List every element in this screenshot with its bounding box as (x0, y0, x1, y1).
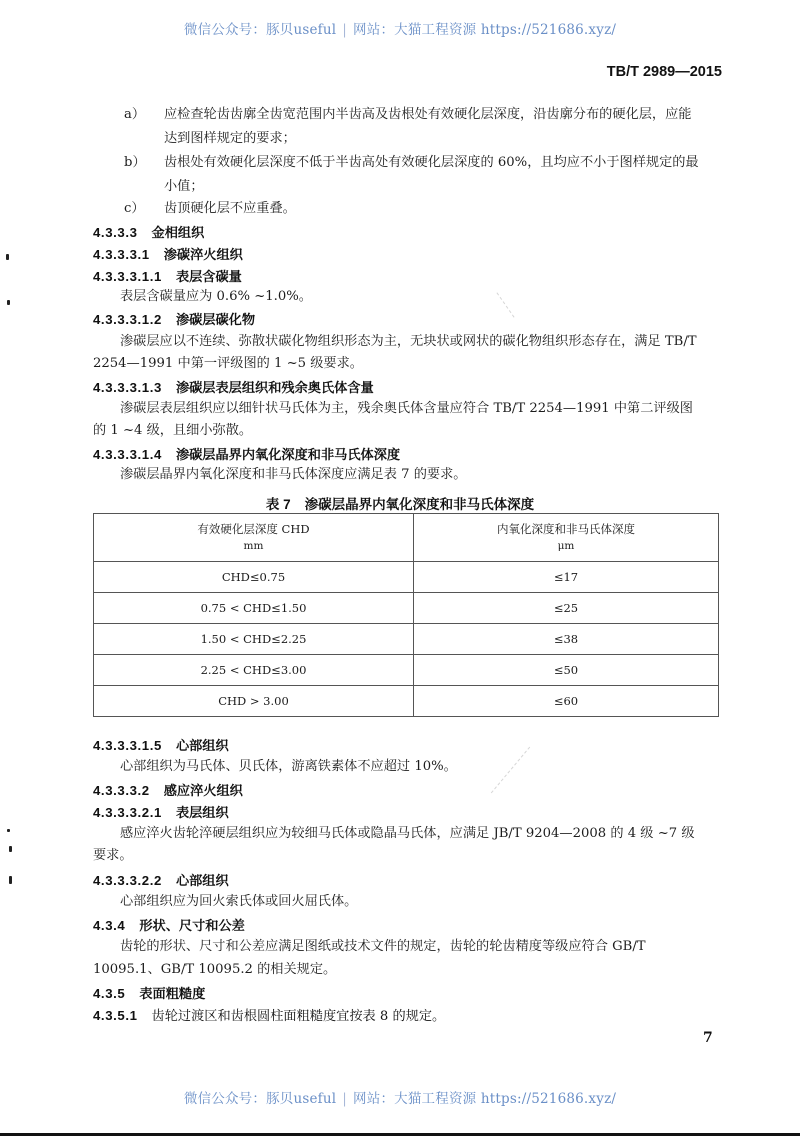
table-cell: ≤38 (414, 624, 719, 655)
list-item-b-cont: 小值； (164, 179, 204, 194)
table-cell: 2.25 < CHD≤3.00 (94, 655, 414, 686)
table-row (94, 593, 719, 624)
scan-mark (7, 829, 10, 832)
list-item-text: 齿顶硬化层不应重叠。 (164, 201, 296, 216)
table-row (94, 686, 719, 717)
list-item-a-cont: 达到图样规定的要求； (164, 131, 296, 146)
heading-4-3-3-3-2-1: 4.3.3.3.2.1 表层组织 (93, 805, 229, 820)
scan-mark (9, 846, 12, 852)
paragraph-carbide-1: 渗碳层应以不连续、弥散状碳化物组织形态为主，无块状或网状的碳化物组织形态存在，满足 TB/T (120, 334, 697, 349)
list-item-text: 应检查轮齿齿廓全齿宽范围内半齿高及齿根处有效硬化层深度，沿齿廓分布的硬化层，应能 (164, 107, 692, 122)
table-cell: ≤17 (414, 562, 719, 593)
table-row (94, 562, 719, 593)
top-watermark (0, 18, 800, 38)
heading-4-3-3-3-2-2: 4.3.3.3.2.2 心部组织 (93, 873, 229, 888)
paragraph-core-structure: 心部组织为马氏体、贝氏体，游离铁素体不应超过 10%。 (120, 759, 457, 774)
heading-4-3-3-3-1-1: 4.3.3.3.1.1 表层含碳量 (93, 269, 242, 284)
heading-4-3-3-3: 4.3.3.3 金相组织 (93, 225, 205, 240)
heading-4-3-3-3-1-5: 4.3.3.3.1.5 心部组织 (93, 738, 229, 753)
list-item-c (124, 199, 296, 218)
heading-4-3-3-3-1: 4.3.3.3.1 渗碳淬火组织 (93, 247, 243, 262)
heading-4-3-3-3-2: 4.3.3.3.2 感应淬火组织 (93, 783, 243, 798)
heading-4-3-3-3-1-3: 4.3.3.3.1.3 渗碳层表层组织和残余奥氏体含量 (93, 380, 374, 395)
list-item-label: b） (124, 155, 146, 170)
paragraph-surface-structure-1: 渗碳层表层组织应以细针状马氏体为主，残余奥氏体含量应符合 TB/T 2254—1991 中第二评级图 (120, 401, 693, 416)
paragraph-carbide-2: 2254—1991 中第一评级图的 1 ~5 级要求。 (93, 356, 363, 371)
table-header-cell: 有效硬化层深度 CHD mm (94, 514, 414, 562)
paragraph-surface-structure-2: 的 1 ~4 级，且细小弥散。 (93, 423, 253, 438)
paragraph-shape-tolerance-2: 10095.1、GB/T 10095.2 的相关规定。 (93, 962, 337, 977)
page-number: 7 (703, 1030, 713, 1046)
paragraph-induction-surface-2: 要求。 (93, 848, 133, 863)
table-cell: 1.50 < CHD≤2.25 (94, 624, 414, 655)
paragraph-oxidation-depth: 渗碳层晶界内氧化深度和非马氏体深度应满足表 7 的要求。 (120, 467, 467, 482)
watermark-site: 网站：大猫工程资源 https://521686.xyz/ (353, 1091, 617, 1107)
watermark-wechat: 微信公众号：豚贝useful (183, 22, 337, 38)
table-7 (93, 513, 719, 717)
table-cell: CHD > 3.00 (94, 686, 414, 717)
list-item-label: c） (124, 201, 145, 216)
watermark-site: 网站：大猫工程资源 https://521686.xyz/ (353, 22, 617, 38)
list-item-a (124, 105, 692, 124)
watermark-separator: | (342, 22, 348, 38)
watermark-separator: | (342, 1091, 348, 1107)
heading-4-3-5: 4.3.5 表面粗糙度 (93, 986, 206, 1001)
watermark-wechat: 微信公众号：豚贝useful (183, 1091, 337, 1107)
bottom-watermark (0, 1087, 800, 1107)
scan-streak (491, 747, 530, 794)
list-item-b (124, 153, 699, 172)
table-row (94, 624, 719, 655)
table-cell: CHD≤0.75 (94, 562, 414, 593)
paragraph-carbon-content: 表层含碳量应为 0.6% ~1.0%。 (120, 289, 312, 304)
table-cell: ≤25 (414, 593, 719, 624)
scan-mark (7, 300, 10, 305)
unit-label: mm (243, 539, 264, 552)
table-caption-title: 渗碳层晶界内氧化深度和非马氏体深度 (304, 497, 535, 512)
table-cell: 0.75 < CHD≤1.50 (94, 593, 414, 624)
list-item-text: 齿根处有效硬化层深度不低于半齿高处有效硬化层深度的 60%，且均应不小于图样规定的最 (164, 155, 699, 170)
standard-code: TB/T 2989—2015 (606, 64, 722, 80)
scan-streak (496, 292, 514, 317)
heading-4-3-3-3-1-4: 4.3.3.3.1.4 渗碳层晶界内氧化深度和非马氏体深度 (93, 447, 401, 462)
list-item-label: a） (124, 107, 146, 122)
heading-4-3-4: 4.3.4 形状、尺寸和公差 (93, 918, 245, 933)
table-cell: ≤60 (414, 686, 719, 717)
heading-4-3-5-1: 4.3.5.1 齿轮过渡区和齿根圆柱面粗糙度宜按表 8 的规定。 (93, 1008, 446, 1024)
table-header-cell: 内氧化深度和非马氏体深度 μm (414, 514, 719, 562)
paragraph-induction-surface-1: 感应淬火齿轮淬硬层组织应为较细马氏体或隐晶马氏体，应满足 JB/T 9204—2008 的 4 级 ~7 级 (120, 826, 695, 841)
table-cell: ≤50 (414, 655, 719, 686)
table-caption-number: 表 7 (265, 497, 291, 512)
scan-mark (9, 876, 12, 884)
table-7-caption (0, 493, 800, 513)
heading-4-3-3-3-1-2: 4.3.3.3.1.2 渗碳层碳化物 (93, 312, 256, 327)
paragraph-induction-core: 心部组织应为回火索氏体或回火屈氏体。 (120, 894, 358, 909)
unit-label: μm (557, 539, 575, 552)
table-header-row (94, 514, 719, 562)
paragraph-shape-tolerance-1: 齿轮的形状、尺寸和公差应满足图纸或技术文件的规定，齿轮的轮齿精度等级应符合 GB/T (120, 939, 646, 954)
table-row (94, 655, 719, 686)
scan-mark (6, 254, 9, 260)
